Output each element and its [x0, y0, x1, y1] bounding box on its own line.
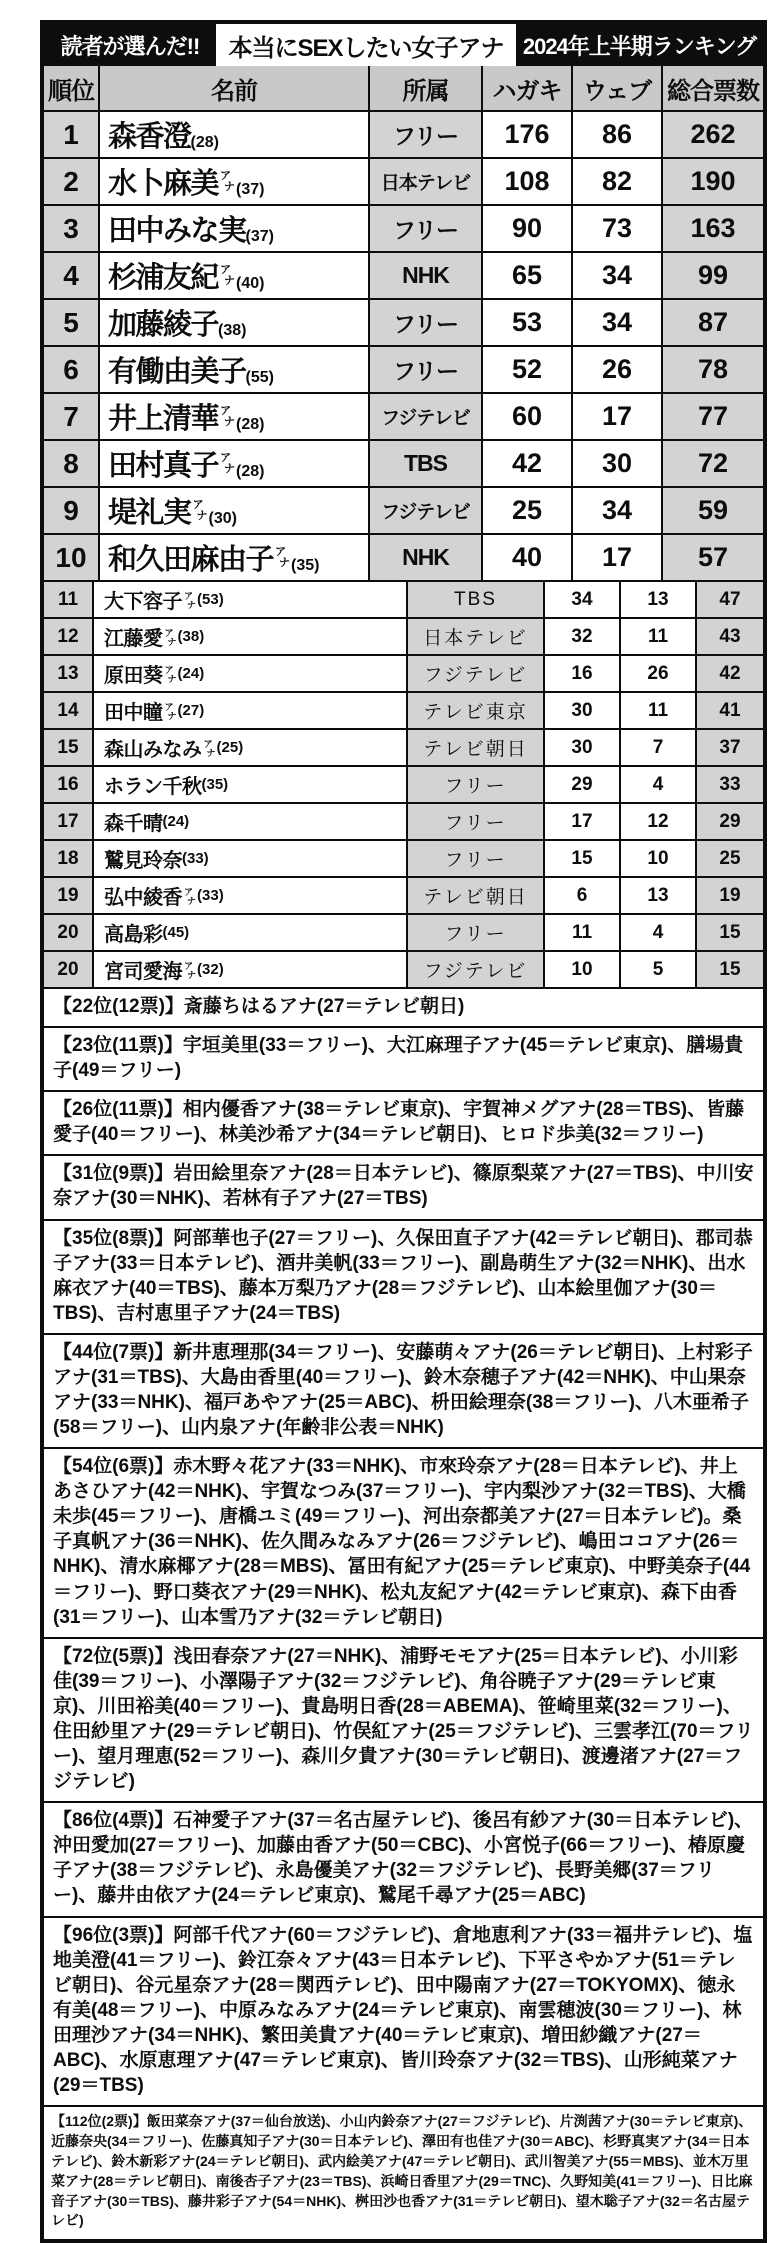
age-label: (28) — [236, 463, 265, 480]
affiliation-cell: フジテレビ — [370, 488, 483, 533]
age-label: (25) — [216, 739, 244, 756]
rank-cell: 5 — [44, 300, 100, 345]
column-header: 総合票数 — [663, 66, 763, 110]
age-label: (33) — [197, 887, 224, 904]
affiliation-cell: NHK — [370, 535, 483, 580]
ana-mark: ア ナ — [220, 169, 236, 193]
ana-mark: ア ナ — [184, 886, 197, 906]
total-votes-cell: 25 — [697, 841, 763, 876]
age-label: (28) — [190, 134, 219, 151]
announcer-name: 水卜麻美 — [108, 168, 219, 200]
age-label: (37) — [245, 228, 274, 245]
web-votes-cell: 86 — [573, 112, 663, 157]
affiliation-cell: フリー — [370, 300, 483, 345]
rank-cell: 2 — [44, 159, 100, 204]
age-label: (53) — [197, 591, 224, 608]
name-cell — [94, 693, 408, 728]
age-label: (45) — [162, 924, 190, 941]
total-votes-cell: 15 — [697, 915, 763, 950]
total-votes-cell: 57 — [663, 535, 763, 580]
ranking-row — [44, 441, 763, 488]
rank-cell: 11 — [44, 582, 94, 617]
announcer-name: 加藤綾子 — [108, 309, 219, 341]
name-cell — [100, 441, 370, 486]
ana-mark: ア ナ — [192, 498, 208, 522]
ranking-row — [44, 804, 763, 841]
postcard-votes-cell: 53 — [483, 300, 573, 345]
postcard-votes-cell: 25 — [483, 488, 573, 533]
affiliation-cell: TBS — [408, 582, 545, 617]
runners-up-block: 【26位(11票)】相内優香アナ(38＝テレビ東京)、宇賀神メグアナ(28＝TBS)、皆藤愛子(40＝フリー)、林美沙希アナ(34＝テレビ朝日)、ヒロド歩美(32＝フリー) — [44, 1092, 763, 1156]
ranking-row — [44, 952, 763, 989]
rank-cell: 1 — [44, 112, 100, 157]
postcard-votes-cell: 40 — [483, 535, 573, 580]
total-votes-cell: 29 — [697, 804, 763, 839]
ranking-row — [44, 394, 763, 441]
ranking-row — [44, 878, 763, 915]
ranking-row — [44, 656, 763, 693]
rank-cell: 10 — [44, 535, 100, 580]
postcard-votes-cell: 52 — [483, 347, 573, 392]
postcard-votes-cell: 10 — [545, 952, 621, 987]
title-right: 2024年上半期ランキング — [522, 33, 757, 59]
rank-cell: 18 — [44, 841, 94, 876]
runners-up-block: 【54位(6票)】赤木野々花アナ(33＝NHK)、市來玲奈アナ(28＝日本テレビ)、井上あさひアナ(42＝NHK)、宇賀なつみ(37＝フリー)、宇内梨沙アナ(32＝TBS)、大橋未歩(45＝フリー)、唐橋ユミ(49＝フリー)、河出奈都美アナ(27＝日本テレビ)。桑子真帆アナ(36＝NHK)、佐久間みなみアナ(26＝フジテレビ)、嶋田ココアナ(26＝NHK)、清水麻椰アナ(28＝MBS)、冨田有紀アナ(25＝テレビ東京)、中野美奈子(44＝フリー)、野口葵衣アナ(29＝NHK)、松丸友紀アナ(42＝テレビ東京)、森下由香(31＝フリー)、山本雪乃アナ(32＝テレビ朝日) — [44, 1449, 763, 1639]
affiliation-cell: フリー — [408, 915, 545, 950]
name-cell — [94, 582, 408, 617]
affiliation-cell: フリー — [408, 767, 545, 802]
age-label: (35) — [291, 557, 320, 574]
total-votes-cell: 59 — [663, 488, 763, 533]
postcard-votes-cell: 108 — [483, 159, 573, 204]
postcard-votes-cell: 176 — [483, 112, 573, 157]
age-label: (37) — [236, 181, 265, 198]
total-votes-cell: 190 — [663, 159, 763, 204]
announcer-name: 高島彩 — [104, 924, 163, 946]
ana-mark: ア ナ — [203, 738, 216, 758]
total-votes-cell: 47 — [697, 582, 763, 617]
postcard-votes-cell: 65 — [483, 253, 573, 298]
total-votes-cell: 78 — [663, 347, 763, 392]
name-cell — [94, 952, 408, 987]
web-votes-cell: 26 — [621, 656, 697, 691]
ana-mark: ア ナ — [275, 545, 291, 569]
web-votes-cell: 34 — [573, 488, 663, 533]
announcer-name: 和久田麻由子 — [108, 544, 274, 576]
rank11-20-table — [44, 582, 763, 989]
name-cell — [100, 488, 370, 533]
total-votes-cell: 19 — [697, 878, 763, 913]
announcer-name: 森千晴 — [104, 813, 163, 835]
announcer-name: 田村真子 — [108, 450, 219, 482]
name-cell — [94, 878, 408, 913]
runners-up-section — [44, 989, 763, 2239]
announcer-name: 田中瞳 — [104, 702, 163, 724]
name-cell — [100, 253, 370, 298]
runners-up-block: 【35位(8票)】阿部華也子(27＝フリー)、久保田直子アナ(42＝テレビ朝日)、郡司恭子アナ(33＝日本テレビ)、酒井美帆(33＝フリー)、副島萌生アナ(32＝NHK)、出水麻衣アナ(40＝TBS)、藤本万梨乃アナ(28＝フジテレビ)、山本絵里伽アナ(30＝TBS)、吉村恵里子アナ(24＝TBS) — [44, 1221, 763, 1335]
affiliation-cell: テレビ東京 — [408, 693, 545, 728]
top10-table — [44, 112, 763, 582]
name-cell — [100, 159, 370, 204]
rank-cell: 20 — [44, 952, 94, 987]
ranking-row — [44, 300, 763, 347]
ranking-row — [44, 535, 763, 582]
ranking-row — [44, 767, 763, 804]
age-label: (24) — [162, 813, 190, 830]
rank-cell: 15 — [44, 730, 94, 765]
age-label: (38) — [177, 628, 205, 645]
postcard-votes-cell: 60 — [483, 394, 573, 439]
web-votes-cell: 5 — [621, 952, 697, 987]
runners-up-block: 【96位(3票)】阿部千代アナ(60＝フジテレビ)、倉地恵利アナ(33＝福井テレビ)、塩地美澄(41＝フリー)、鈴江奈々アナ(43＝日本テレビ)、下平さやかアナ(51＝テレビ朝日)、谷元星奈アナ(28＝関西テレビ)、田中陽南アナ(27＝TOKYOMX)、徳永有美(48＝フリー)、中原みなみアナ(24＝テレビ東京)、南雲穂波(30＝フリー)、林田理沙アナ(34＝NHK)、繁田美貴アナ(40＝テレビ東京)、増田紗織アナ(27＝ABC)、水原恵理アナ(47＝テレビ東京)、皆川玲奈アナ(32＝TBS)、山形純菜アナ(29＝TBS) — [44, 1918, 763, 2108]
runners-up-block: 【72位(5票)】浅田春奈アナ(27＝NHK)、浦野モモアナ(25＝日本テレビ)、小川彩佳(39＝フリー)、小澤陽子アナ(32＝フジテレビ)、角谷暁子アナ(29＝テレビ東京)、川田裕美(40＝フリー)、貴島明日香(28＝ABEMA)、笹崎里菜(32＝フリー)、住田紗里アナ(29＝テレビ朝日)、竹俣紅アナ(25＝フジテレビ)、三雲孝江(70＝フリー)、望月理恵(52＝フリー)、森川夕貴アナ(30＝テレビ朝日)、渡邊渚アナ(27＝フジテレビ) — [44, 1639, 763, 1803]
web-votes-cell: 12 — [621, 804, 697, 839]
ranking-row — [44, 619, 763, 656]
age-label: (55) — [245, 369, 274, 386]
postcard-votes-cell: 11 — [545, 915, 621, 950]
affiliation-cell: 日本テレビ — [408, 619, 545, 654]
announcer-name: 江藤愛 — [104, 628, 163, 650]
affiliation-cell: NHK — [370, 253, 483, 298]
total-votes-cell: 42 — [697, 656, 763, 691]
ana-mark: ア ナ — [220, 451, 236, 475]
ranking-row — [44, 253, 763, 300]
total-votes-cell: 43 — [697, 619, 763, 654]
age-label: (32) — [197, 961, 224, 978]
name-cell — [100, 112, 370, 157]
ranking-row — [44, 693, 763, 730]
announcer-name: 森香澄 — [108, 121, 191, 153]
affiliation-cell: フリー — [370, 112, 483, 157]
runners-up-block: 【31位(9票)】岩田絵里奈アナ(28＝日本テレビ)、篠原梨菜アナ(27＝TBS)、中川安奈アナ(30＝NHK)、若林有子アナ(27＝TBS) — [44, 1156, 763, 1220]
postcard-votes-cell: 29 — [545, 767, 621, 802]
rank-cell: 4 — [44, 253, 100, 298]
rank-cell: 9 — [44, 488, 100, 533]
ranking-row — [44, 159, 763, 206]
postcard-votes-cell: 17 — [545, 804, 621, 839]
total-votes-cell: 33 — [697, 767, 763, 802]
announcer-name: 原田葵 — [104, 665, 163, 687]
ana-mark: ア ナ — [184, 590, 197, 610]
footnote-block: 【112位(2票)】飯田菜奈アナ(37＝仙台放送)、小山内鈴奈アナ(27＝フジテレビ)、片渕茜アナ(30＝テレビ東京)、近藤奈央(34＝フリー)、佐藤真知子アナ(30＝日本テレビ)、澤田有也佳アナ(30＝ABC)、杉野真実アナ(34＝日本テレビ)、鈴木新彩アナ(24＝テレビ朝日)、武内絵美アナ(47＝テレビ朝日)、武川智美アナ(55＝MBS)、並木万里菜アナ(28＝テレビ朝日)、南後杏子アナ(23＝TBS)、浜崎日香里アナ(29＝TNC)、久野知美(41＝フリー)、日比麻音子アナ(30＝TBS)、藤井彩子アナ(54＝NHK)、桝田沙也香アナ(31＝テレビ朝日)、望木聡子アナ(32＝名古屋テレビ) — [51, 2113, 753, 2229]
announcer-name: 田中みな実 — [108, 215, 246, 247]
column-header: 所属 — [370, 66, 483, 110]
web-votes-cell: 4 — [621, 915, 697, 950]
web-votes-cell: 11 — [621, 693, 697, 728]
rank-cell: 16 — [44, 767, 94, 802]
name-cell — [100, 347, 370, 392]
age-label: (40) — [236, 275, 265, 292]
total-votes-cell: 262 — [663, 112, 763, 157]
web-votes-cell: 4 — [621, 767, 697, 802]
postcard-votes-cell: 90 — [483, 206, 573, 251]
age-label: (38) — [218, 322, 247, 339]
runners-up-block: 【22位(12票)】斎藤ちはるアナ(27＝テレビ朝日) — [44, 989, 763, 1028]
web-votes-cell: 10 — [621, 841, 697, 876]
name-cell — [94, 730, 408, 765]
postcard-votes-cell: 16 — [545, 656, 621, 691]
affiliation-cell: TBS — [370, 441, 483, 486]
web-votes-cell: 17 — [573, 394, 663, 439]
ranking-row — [44, 915, 763, 952]
rank-cell: 19 — [44, 878, 94, 913]
age-label: (28) — [236, 416, 265, 433]
ranking-row — [44, 841, 763, 878]
web-votes-cell: 13 — [621, 582, 697, 617]
postcard-votes-cell: 30 — [545, 693, 621, 728]
ranking-row — [44, 206, 763, 253]
web-votes-cell: 26 — [573, 347, 663, 392]
rank-cell: 6 — [44, 347, 100, 392]
announcer-name: 弘中綾香 — [104, 887, 182, 909]
rank-cell: 14 — [44, 693, 94, 728]
name-cell — [100, 206, 370, 251]
name-cell — [94, 656, 408, 691]
ana-mark: ア ナ — [184, 960, 197, 980]
affiliation-cell: フジテレビ — [370, 394, 483, 439]
rank-cell: 20 — [44, 915, 94, 950]
rank-cell: 12 — [44, 619, 94, 654]
announcer-name: 井上清華 — [108, 403, 219, 435]
affiliation-cell: フジテレビ — [408, 656, 545, 691]
name-cell — [94, 804, 408, 839]
name-cell — [94, 915, 408, 950]
ana-mark: ア ナ — [220, 404, 236, 428]
announcer-name: 有働由美子 — [108, 356, 246, 388]
postcard-votes-cell: 30 — [545, 730, 621, 765]
age-label: (24) — [177, 665, 205, 682]
postcard-votes-cell: 15 — [545, 841, 621, 876]
total-votes-cell: 99 — [663, 253, 763, 298]
postcard-votes-cell: 34 — [545, 582, 621, 617]
announcer-name: 堤礼実 — [108, 497, 191, 529]
name-cell — [100, 394, 370, 439]
announcer-name: 宮司愛海 — [104, 961, 182, 983]
affiliation-cell: テレビ朝日 — [408, 730, 545, 765]
total-votes-cell: 77 — [663, 394, 763, 439]
column-header: ウェブ — [573, 66, 663, 110]
runners-up-block: 【23位(11票)】宇垣美里(33＝フリー)、大江麻理子アナ(45＝テレビ東京)、膳場貴子(49＝フリー) — [44, 1028, 763, 1092]
age-label: (30) — [208, 510, 237, 527]
column-header: 順位 — [44, 66, 100, 110]
rank-cell: 7 — [44, 394, 100, 439]
total-votes-cell: 37 — [697, 730, 763, 765]
name-cell — [94, 619, 408, 654]
total-votes-cell: 41 — [697, 693, 763, 728]
total-votes-cell: 15 — [697, 952, 763, 987]
ranking-row — [44, 347, 763, 394]
ana-mark: ア ナ — [164, 627, 177, 647]
total-votes-cell: 87 — [663, 300, 763, 345]
affiliation-cell: フリー — [370, 206, 483, 251]
age-label: (33) — [182, 850, 209, 867]
web-votes-cell: 34 — [573, 300, 663, 345]
web-votes-cell: 30 — [573, 441, 663, 486]
title-center: 本当にSEXしたい女子アナ — [216, 24, 516, 66]
runners-up-block: 【86位(4票)】石神愛子アナ(37＝名古屋テレビ)、後呂有紗アナ(30＝日本テレビ)、沖田愛加(27＝フリー)、加藤由香アナ(50＝CBC)、小宮悦子(66＝フリー)、椿原慶子アナ(38＝フジテレビ)、永島優美アナ(32＝フジテレビ)、長野美郷(37＝フリー)、藤井由依アナ(24＝テレビ東京)、鷲尾千尋アナ(25＝ABC) — [44, 1803, 763, 1917]
affiliation-cell: フリー — [408, 841, 545, 876]
affiliation-cell: フジテレビ — [408, 952, 545, 987]
announcer-name: 鷲見玲奈 — [104, 850, 182, 872]
column-header: ハガキ — [483, 66, 573, 110]
announcer-name: ホラン千秋 — [104, 776, 202, 798]
postcard-votes-cell: 6 — [545, 878, 621, 913]
runners-up-block: 【44位(7票)】新井恵理那(34＝フリー)、安藤萌々アナ(26＝テレビ朝日)、上村彩子アナ(31＝TBS)、大島由香里(40＝フリー)、鈴木奈穂子アナ(42＝NHK)、中山果奈アナ(33＝NHK)、福戸あやアナ(25＝ABC)、枡田絵理奈(38＝フリー)、八木亜希子(58＝フリー)、山内泉アナ(年齢非公表＝NHK) — [44, 1335, 763, 1449]
total-votes-cell: 72 — [663, 441, 763, 486]
age-label: (27) — [177, 702, 205, 719]
ranking-row — [44, 488, 763, 535]
affiliation-cell: 日本テレビ — [370, 159, 483, 204]
name-cell — [100, 535, 370, 580]
name-cell — [100, 300, 370, 345]
age-label: (35) — [201, 776, 229, 793]
web-votes-cell: 13 — [621, 878, 697, 913]
web-votes-cell: 17 — [573, 535, 663, 580]
table-header-row — [44, 66, 763, 112]
total-votes-cell: 163 — [663, 206, 763, 251]
rank-cell: 13 — [44, 656, 94, 691]
affiliation-cell: フリー — [408, 804, 545, 839]
ana-mark: ア ナ — [220, 263, 236, 287]
ranking-row — [44, 112, 763, 159]
announcer-name: 森山みなみ — [104, 739, 202, 761]
column-header: 名前 — [100, 66, 370, 110]
postcard-votes-cell: 32 — [545, 619, 621, 654]
rank-cell: 8 — [44, 441, 100, 486]
web-votes-cell: 34 — [573, 253, 663, 298]
web-votes-cell: 82 — [573, 159, 663, 204]
announcer-name: 大下容子 — [104, 591, 182, 613]
ranking-panel — [40, 20, 767, 2243]
web-votes-cell: 7 — [621, 730, 697, 765]
ana-mark: ア ナ — [164, 664, 177, 684]
ranking-row — [44, 730, 763, 767]
rank-cell: 3 — [44, 206, 100, 251]
affiliation-cell: フリー — [370, 347, 483, 392]
name-cell — [94, 767, 408, 802]
title-left: 読者が選んだ!! — [60, 33, 200, 59]
name-cell — [94, 841, 408, 876]
title-bar — [44, 24, 763, 66]
ranking-row — [44, 582, 763, 619]
web-votes-cell: 73 — [573, 206, 663, 251]
affiliation-cell: テレビ朝日 — [408, 878, 545, 913]
rank-cell: 17 — [44, 804, 94, 839]
announcer-name: 杉浦友紀 — [108, 262, 219, 294]
ana-mark: ア ナ — [164, 701, 177, 721]
web-votes-cell: 11 — [621, 619, 697, 654]
postcard-votes-cell: 42 — [483, 441, 573, 486]
